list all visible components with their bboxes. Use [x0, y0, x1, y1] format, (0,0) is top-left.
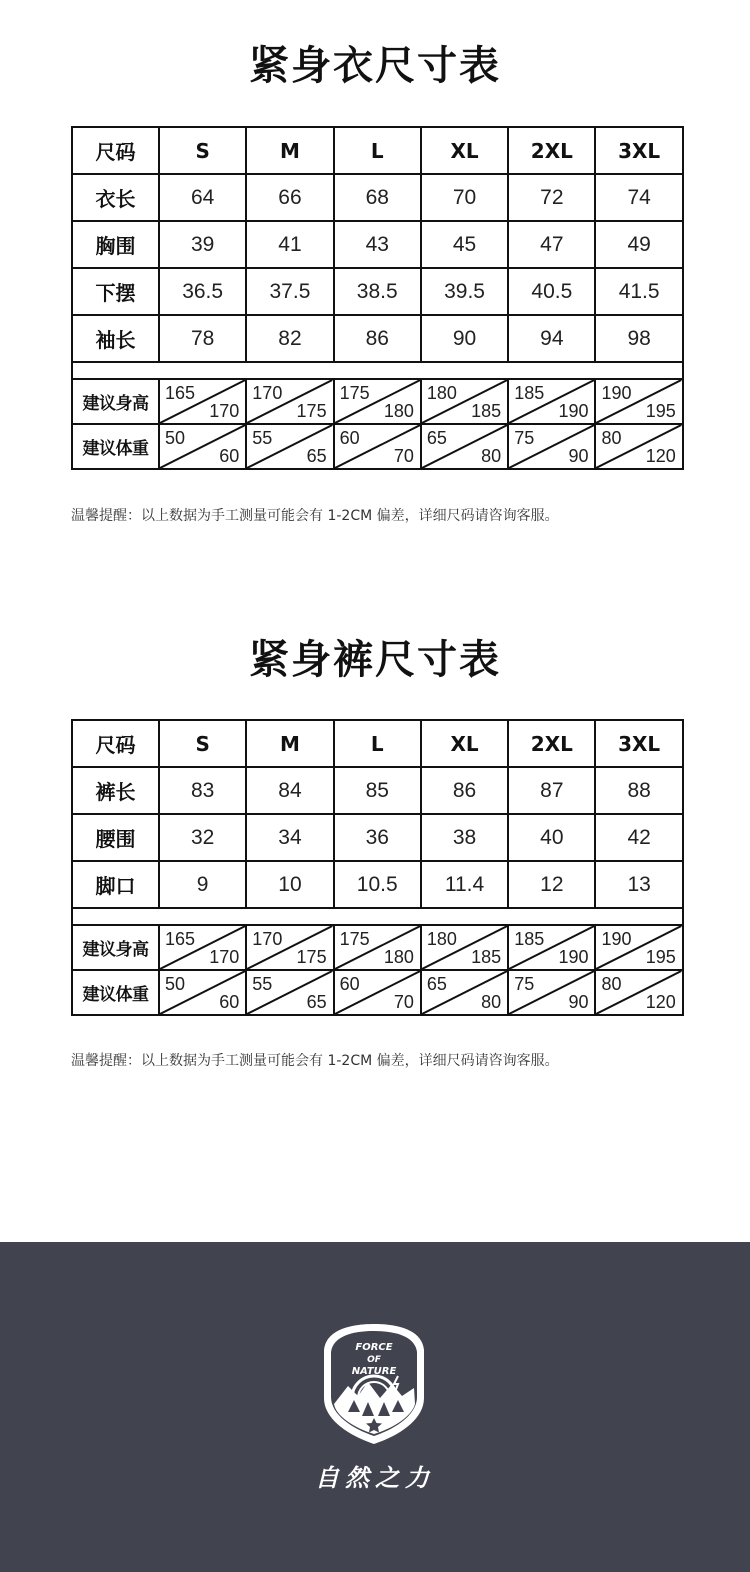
range-cell: [159, 424, 246, 469]
range-min: 80: [601, 428, 622, 448]
force-of-nature-logo-icon: [318, 1320, 430, 1448]
measurement-cell: 64: [159, 174, 246, 221]
header-row: [72, 720, 683, 767]
range-max: 170: [209, 401, 240, 421]
range-min: 50: [165, 974, 186, 994]
range-min: 190: [601, 383, 632, 403]
range-max: 175: [296, 401, 327, 421]
measurement-cell: 41: [246, 221, 333, 268]
range-min: 80: [601, 974, 622, 994]
range-min: 65: [426, 428, 447, 448]
range-cell: [159, 970, 246, 1015]
row-label: 建议体重: [72, 424, 159, 469]
range-max: 185: [471, 401, 502, 421]
row-label: 建议体重: [72, 970, 159, 1015]
brand-footer: [0, 1242, 750, 1572]
height-row: [72, 925, 683, 970]
measurement-cell: 37.5: [246, 268, 333, 315]
range-max: 190: [558, 401, 589, 421]
range-cell: [421, 424, 508, 469]
measurement-cell: 40.5: [508, 268, 595, 315]
height-row: [72, 379, 683, 424]
measurement-cell: 9: [159, 861, 246, 908]
table-row: [72, 268, 683, 315]
range-cell: [421, 925, 508, 970]
measurement-cell: 43: [334, 221, 421, 268]
pants-size-table: [71, 719, 684, 1016]
range-max: 180: [383, 947, 414, 967]
range-max: 120: [645, 446, 676, 466]
measurement-cell: 88: [595, 767, 682, 814]
range-cell: [508, 424, 595, 469]
row-label: 建议身高: [72, 379, 159, 424]
measurement-cell: 38.5: [334, 268, 421, 315]
measurement-cell: 83: [159, 767, 246, 814]
top-measurement-note: 温馨提醒：以上数据为手工测量可能会有 1-2CM 偏差，详细尺码请咨询客服。: [71, 508, 559, 524]
row-label: 袖长: [72, 315, 159, 362]
measurement-cell: 13: [595, 861, 682, 908]
range-cell: [421, 379, 508, 424]
measurement-cell: 74: [595, 174, 682, 221]
range-min: 60: [339, 428, 360, 448]
range-min: 180: [426, 383, 457, 403]
measurement-cell: 36.5: [159, 268, 246, 315]
range-min: 185: [514, 383, 545, 403]
row-label: 脚口: [72, 861, 159, 908]
range-cell: [595, 970, 682, 1015]
range-cell: [595, 379, 682, 424]
measurement-cell: 38: [421, 814, 508, 861]
range-min: 165: [165, 383, 196, 403]
measurement-cell: 78: [159, 315, 246, 362]
size-header-cell: XL: [421, 127, 508, 174]
measurement-cell: 86: [334, 315, 421, 362]
range-max: 185: [471, 947, 502, 967]
size-header-cell: XL: [421, 720, 508, 767]
range-min: 170: [252, 929, 283, 949]
measurement-cell: 47: [508, 221, 595, 268]
logo-text-line-2: OF: [367, 1355, 381, 1365]
measurement-cell: 39: [159, 221, 246, 268]
range-max: 195: [645, 401, 676, 421]
row-label: 衣长: [72, 174, 159, 221]
range-max: 80: [481, 446, 502, 466]
pants-chart-title: 紧身裤尺寸表: [249, 637, 501, 683]
logo-text-line-1: FORCE: [355, 1342, 393, 1353]
range-cell: [595, 925, 682, 970]
range-max: 65: [306, 446, 327, 466]
measurement-cell: 11.4: [421, 861, 508, 908]
measurement-cell: 66: [246, 174, 333, 221]
measurement-cell: 98: [595, 315, 682, 362]
measurement-cell: 72: [508, 174, 595, 221]
range-max: 60: [219, 446, 240, 466]
top-chart-title: 紧身衣尺寸表: [249, 43, 501, 89]
measurement-cell: 90: [421, 315, 508, 362]
range-cell: [508, 379, 595, 424]
size-header-cell: 3XL: [595, 127, 682, 174]
table-row: [72, 861, 683, 908]
measurement-cell: 39.5: [421, 268, 508, 315]
range-max: 170: [209, 947, 240, 967]
row-label: 裤长: [72, 767, 159, 814]
measurement-cell: 82: [246, 315, 333, 362]
spacer-cell: [72, 362, 683, 379]
size-header-cell: 2XL: [508, 720, 595, 767]
range-cell: [508, 970, 595, 1015]
brand-name: 自然之力: [315, 1463, 435, 1492]
measurement-cell: 10.5: [334, 861, 421, 908]
range-min: 55: [252, 974, 273, 994]
range-cell: [334, 379, 421, 424]
range-max: 180: [383, 401, 414, 421]
range-cell: [595, 424, 682, 469]
range-min: 185: [514, 929, 545, 949]
row-label: 胸围: [72, 221, 159, 268]
range-cell: [508, 925, 595, 970]
row-label: 腰围: [72, 814, 159, 861]
table-row: [72, 315, 683, 362]
spacer-cell: [72, 908, 683, 925]
range-min: 180: [426, 929, 457, 949]
measurement-cell: 32: [159, 814, 246, 861]
measurement-cell: 85: [334, 767, 421, 814]
range-cell: [246, 424, 333, 469]
range-max: 80: [481, 992, 502, 1012]
measurement-cell: 86: [421, 767, 508, 814]
range-min: 75: [514, 974, 535, 994]
pants-measurement-note: 温馨提醒：以上数据为手工测量可能会有 1-2CM 偏差，详细尺码请咨询客服。: [71, 1053, 559, 1069]
table-row: [72, 814, 683, 861]
measurement-cell: 70: [421, 174, 508, 221]
measurement-cell: 34: [246, 814, 333, 861]
size-header-cell: L: [334, 720, 421, 767]
measurement-cell: 49: [595, 221, 682, 268]
range-cell: [159, 379, 246, 424]
range-min: 60: [339, 974, 360, 994]
range-max: 90: [568, 446, 589, 466]
weight-row: [72, 424, 683, 469]
range-cell: [334, 424, 421, 469]
table-row: [72, 221, 683, 268]
range-max: 70: [393, 446, 414, 466]
range-max: 70: [393, 992, 414, 1012]
logo-text-line-3: NATURE: [351, 1366, 397, 1377]
range-min: 50: [165, 428, 186, 448]
range-min: 75: [514, 428, 535, 448]
range-max: 65: [306, 992, 327, 1012]
range-cell: [159, 925, 246, 970]
measurement-cell: 94: [508, 315, 595, 362]
size-header-cell: 3XL: [595, 720, 682, 767]
range-min: 175: [339, 929, 370, 949]
range-max: 175: [296, 947, 327, 967]
range-min: 65: [426, 974, 447, 994]
measurement-cell: 45: [421, 221, 508, 268]
range-cell: [246, 970, 333, 1015]
size-header-cell: S: [159, 720, 246, 767]
measurement-cell: 68: [334, 174, 421, 221]
range-min: 55: [252, 428, 273, 448]
spacer-row: [72, 362, 683, 379]
range-max: 60: [219, 992, 240, 1012]
range-max: 190: [558, 947, 589, 967]
table-row: [72, 174, 683, 221]
range-max: 90: [568, 992, 589, 1012]
top-size-table: [71, 126, 684, 470]
range-min: 165: [165, 929, 196, 949]
measurement-cell: 84: [246, 767, 333, 814]
size-header-cell: L: [334, 127, 421, 174]
range-max: 195: [645, 947, 676, 967]
row-label: 下摆: [72, 268, 159, 315]
size-header-label: 尺码: [72, 127, 159, 174]
range-cell: [334, 925, 421, 970]
range-cell: [334, 970, 421, 1015]
measurement-cell: 40: [508, 814, 595, 861]
table-row: [72, 767, 683, 814]
size-header-cell: M: [246, 127, 333, 174]
range-min: 190: [601, 929, 632, 949]
header-row: [72, 127, 683, 174]
range-min: 170: [252, 383, 283, 403]
row-label: 建议身高: [72, 925, 159, 970]
measurement-cell: 10: [246, 861, 333, 908]
spacer-row: [72, 908, 683, 925]
range-cell: [421, 970, 508, 1015]
range-cell: [246, 379, 333, 424]
range-min: 175: [339, 383, 370, 403]
weight-row: [72, 970, 683, 1015]
size-header-label: 尺码: [72, 720, 159, 767]
size-header-cell: S: [159, 127, 246, 174]
measurement-cell: 42: [595, 814, 682, 861]
measurement-cell: 87: [508, 767, 595, 814]
size-header-cell: 2XL: [508, 127, 595, 174]
measurement-cell: 41.5: [595, 268, 682, 315]
range-max: 120: [645, 992, 676, 1012]
measurement-cell: 36: [334, 814, 421, 861]
range-cell: [246, 925, 333, 970]
size-header-cell: M: [246, 720, 333, 767]
measurement-cell: 12: [508, 861, 595, 908]
